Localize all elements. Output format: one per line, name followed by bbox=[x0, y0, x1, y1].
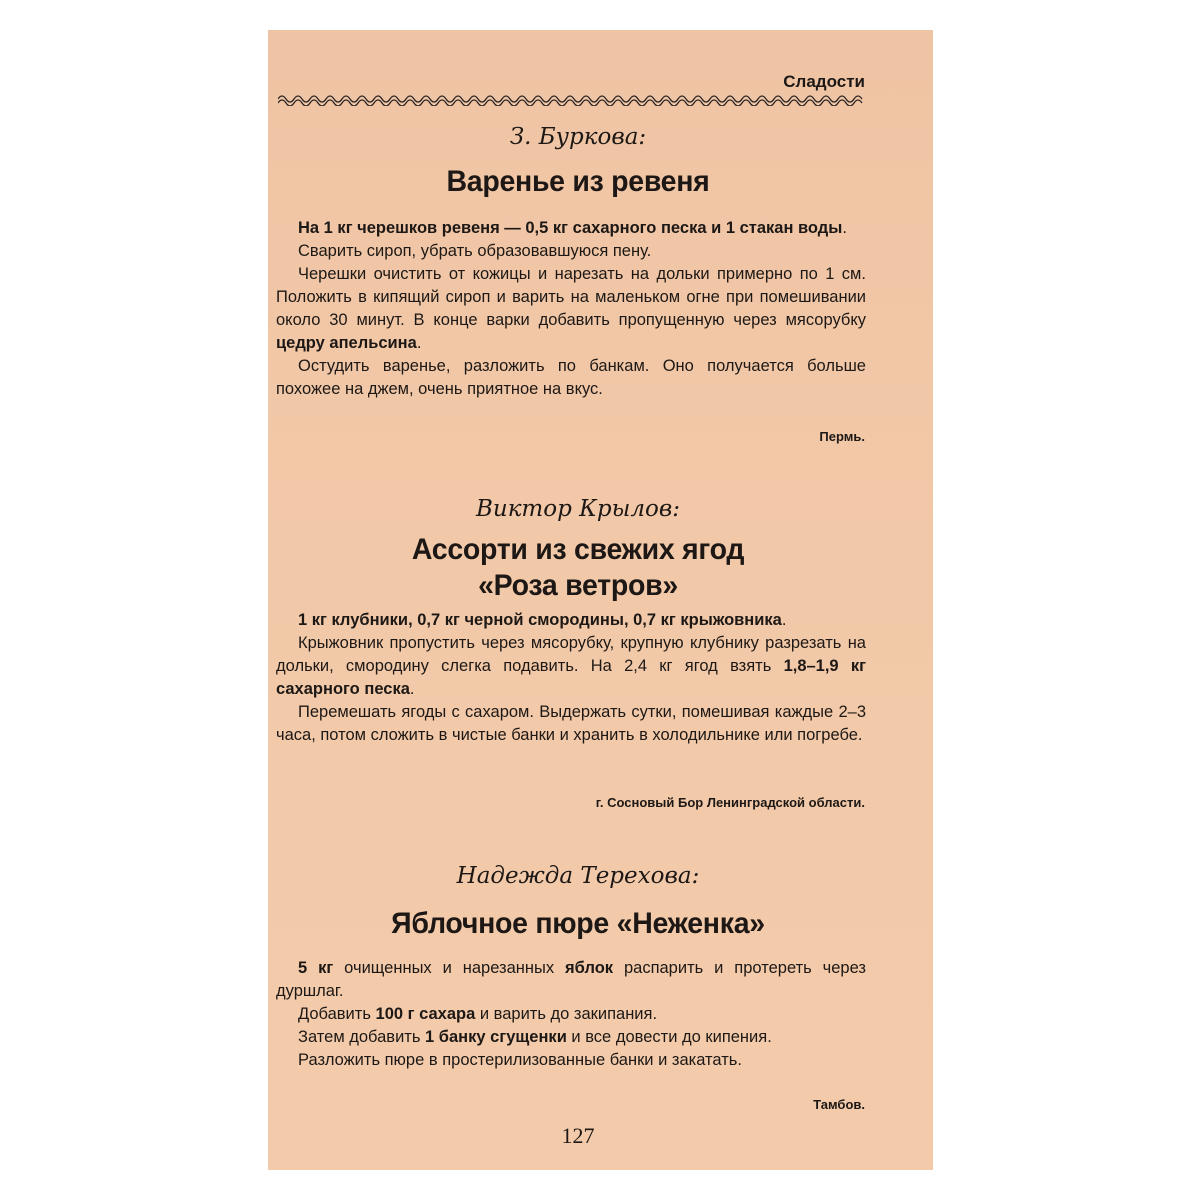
page-number: 127 bbox=[561, 1123, 595, 1148]
text-span: Крыжовник пропустить через мясорубку, крупную клубнику разрезать на дольки, смородину слегка подавить. На 2,4 кг ягод взять bbox=[276, 634, 866, 675]
recipe-3-step bbox=[276, 957, 866, 1003]
recipe-3-place: Тамбов. bbox=[813, 1097, 865, 1112]
recipe-2-title-line-1: Ассорти из свежих ягод bbox=[411, 533, 745, 566]
recipe-2-step: Перемешать ягоды с сахаром. Выдержать сутки, помешивая каждые 2–3 часа, потом сложить в чистые банки и хранить в холодильнике или погребе. bbox=[276, 703, 866, 744]
recipe-3-step bbox=[276, 1003, 866, 1026]
text-span: . bbox=[842, 219, 847, 237]
ingredient-bold: 1,8–1,9 кг сахарного песка bbox=[276, 657, 866, 698]
recipe-2-body bbox=[276, 609, 866, 747]
recipe-1-step: Сварить сироп, убрать образовавшуюся пену. bbox=[298, 242, 652, 260]
recipe-1-author: З. Буркова: bbox=[509, 124, 647, 150]
wavy-divider bbox=[278, 92, 866, 106]
ingredient-bold: яблок bbox=[565, 959, 614, 977]
text-span: Черешки очистить от кожицы и нарезать на дольки примерно по 1 см. Положить в кипящий сироп и варить на маленьком огне при помешивании около 30 минут. В конце варки добавить пропущенную через мясорубку bbox=[276, 265, 866, 329]
recipe-3-author: Надежда Терехова: bbox=[456, 863, 700, 889]
recipe-1-place: Пермь. bbox=[819, 429, 865, 444]
recipe-3-step: Разложить пюре в простерилизованные банки и закатать. bbox=[298, 1051, 742, 1069]
recipe-2-place: г. Сосновый Бор Ленинградской области. bbox=[595, 795, 865, 810]
text-span: . bbox=[409, 680, 415, 698]
text-span: . bbox=[416, 334, 422, 352]
text-span: . bbox=[781, 611, 787, 629]
recipe-1-step: Остудить варенье, разложить по банкам. Оно получается больше похожее на джем, очень приятное на вкус. bbox=[276, 357, 866, 398]
ingredient-bold: 5 кг bbox=[298, 959, 334, 977]
recipe-2-author: Виктор Крылов: bbox=[475, 496, 681, 522]
recipe-1-ingredients bbox=[276, 217, 866, 240]
recipe-2-title bbox=[284, 532, 873, 604]
text-span: и все довести до кипения. bbox=[566, 1028, 772, 1046]
ingredients-bold: На 1 кг черешков ревеня — 0,5 кг сахарного песка и 1 стакан воды bbox=[298, 219, 843, 237]
recipe-2-step bbox=[276, 632, 866, 701]
ingredient-bold: 1 банку сгущенки bbox=[425, 1028, 567, 1046]
ingredient-bold: цедру апельсина bbox=[276, 334, 417, 352]
recipe-3-step bbox=[276, 1026, 866, 1049]
text-span: распарить и протереть через дуршлаг. bbox=[276, 959, 866, 1000]
recipe-2-title-line-2: «Роза ветров» bbox=[478, 569, 678, 602]
ingredient-bold: 100 г сахара bbox=[375, 1005, 476, 1023]
recipe-1-body bbox=[276, 217, 866, 401]
text-span: и варить до закипания. bbox=[475, 1005, 658, 1023]
section-header: Сладости bbox=[783, 72, 865, 91]
ingredients-bold: 1 кг клубники, 0,7 кг черной смородины, 0,7 кг крыжовника bbox=[298, 611, 782, 629]
text-span: очищенных и нарезанных bbox=[333, 959, 566, 977]
book-page bbox=[268, 30, 933, 1170]
text-span: Затем добавить bbox=[298, 1028, 426, 1046]
text-span: Добавить bbox=[298, 1005, 376, 1023]
recipe-2-ingredients bbox=[276, 609, 866, 632]
recipe-1-step bbox=[276, 263, 866, 355]
recipe-1-title: Варенье из ревеня bbox=[446, 165, 710, 198]
recipe-3-body bbox=[276, 957, 866, 1072]
recipe-3-title: Яблочное пюре «Неженка» bbox=[391, 907, 765, 940]
